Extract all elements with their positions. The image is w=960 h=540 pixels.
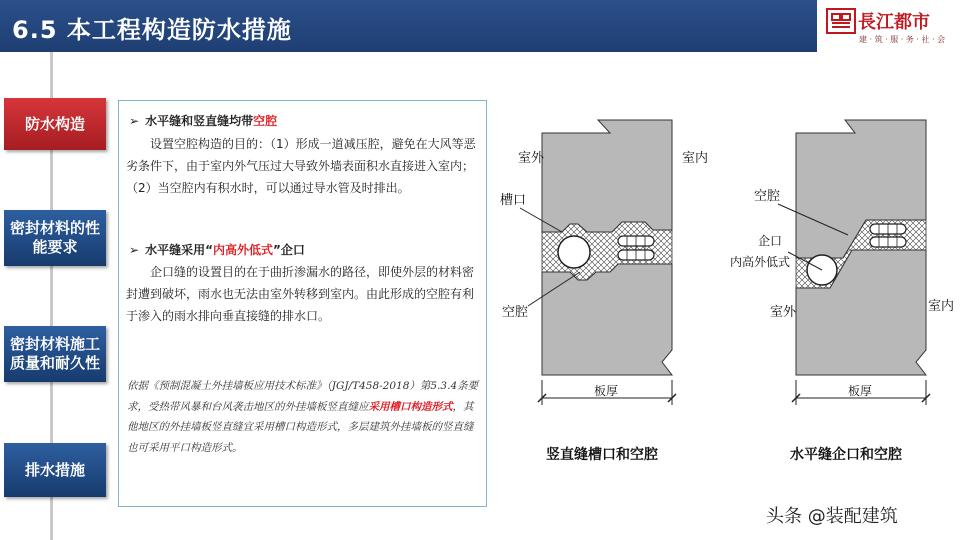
title-bar xyxy=(0,0,817,52)
bullet-text: 水平缝采用“ xyxy=(145,243,213,257)
logo-tagline: 建 · 筑 · 服 · 务 · 社 · 会 xyxy=(859,35,946,44)
upper-panel xyxy=(542,120,672,232)
nav-item-waterproof-structure[interactable]: 防水构造 xyxy=(4,98,106,150)
nav-item-drainage[interactable]: 排水措施 xyxy=(4,443,106,497)
label-indoor: 室内 xyxy=(682,151,709,166)
ref-text: ，其他地区的外挂墙板竖直缝宜采用槽口构造形式，多层建筑外挂墙板的竖直缝也可采用平口构造形式。 xyxy=(127,400,474,454)
para-cavity-purpose xyxy=(126,133,478,199)
label-thickness: 板厚 xyxy=(848,384,873,398)
label-thickness: 板厚 xyxy=(594,384,619,398)
lower-panel xyxy=(542,264,672,375)
bullet-text: 水平缝和竖直缝均带 xyxy=(145,114,254,128)
watermark: 头条 @装配建筑 xyxy=(766,506,898,527)
bullet-highlight: 内高外低式 xyxy=(212,243,273,257)
para-text: 设置空腔构造的目的：（1）形成一道减压腔，避免在大风等恶劣条件下，由于室内外气压过大导致外墙表面积水直接进入室内；（2）当空腔内有积水时，可以通过导水管及时排出。 xyxy=(126,137,476,195)
bullet-tongue xyxy=(129,241,305,258)
label-outdoor: 室外 xyxy=(770,305,797,320)
nav-item-sealant-construction[interactable]: 密封材料施工质量和耐久性 xyxy=(4,326,106,382)
bullet-highlight: 空腔 xyxy=(253,114,278,128)
label-cavity: 空腔 xyxy=(502,305,529,320)
horizontal-joint-diagram xyxy=(730,100,955,430)
company-logo xyxy=(826,6,956,50)
caption-horizontal-joint: 水平缝企口和空腔 xyxy=(790,447,902,463)
label-groove: 槽口 xyxy=(500,193,527,208)
bullet-text: ”企口 xyxy=(272,243,305,257)
label-outdoor: 室外 xyxy=(518,151,545,166)
ref-highlight: 采用槽口构造形式 xyxy=(368,400,453,413)
label-cavity: 空腔 xyxy=(754,189,781,204)
para-text: 企口缝的设置目的在于曲折渗漏水的路径，即使外层的材料密封遭到破坏，雨水也无法由室外转移到室内。由此形成的空腔有利于渗入的雨水排向垂直接缝的排水口。 xyxy=(126,265,475,323)
arrow-bullet-icon: ➢ xyxy=(129,243,140,257)
backer-rod xyxy=(558,236,590,268)
arrow-bullet-icon: ➢ xyxy=(129,114,140,128)
nav-item-sealant-performance[interactable]: 密封材料的性能要求 xyxy=(4,210,106,266)
standard-reference xyxy=(127,376,479,458)
logo-name: 長江都市 xyxy=(858,12,930,33)
content-textbox xyxy=(118,100,487,507)
label-tongue: 企口 xyxy=(758,234,783,248)
label-indoor: 室内 xyxy=(928,299,955,314)
ref-text: 依据《预制混凝土外挂墙板应用技术标准》（JGJ/T458-2018）第5.3.4条要求，受热带风暴和台风袭击地区的外挂墙板竖直缝应 xyxy=(127,380,479,413)
caption-vertical-joint: 竖直缝槽口和空腔 xyxy=(546,447,658,463)
label-tongue-type: 内高外低式 xyxy=(730,255,791,269)
bullet-cavity xyxy=(129,112,277,129)
page-title: 6.5 本工程构造防水措施 xyxy=(12,16,292,44)
logo-mark-icon xyxy=(826,8,856,34)
vertical-joint-diagram xyxy=(490,100,715,430)
para-tongue-purpose xyxy=(126,261,478,327)
